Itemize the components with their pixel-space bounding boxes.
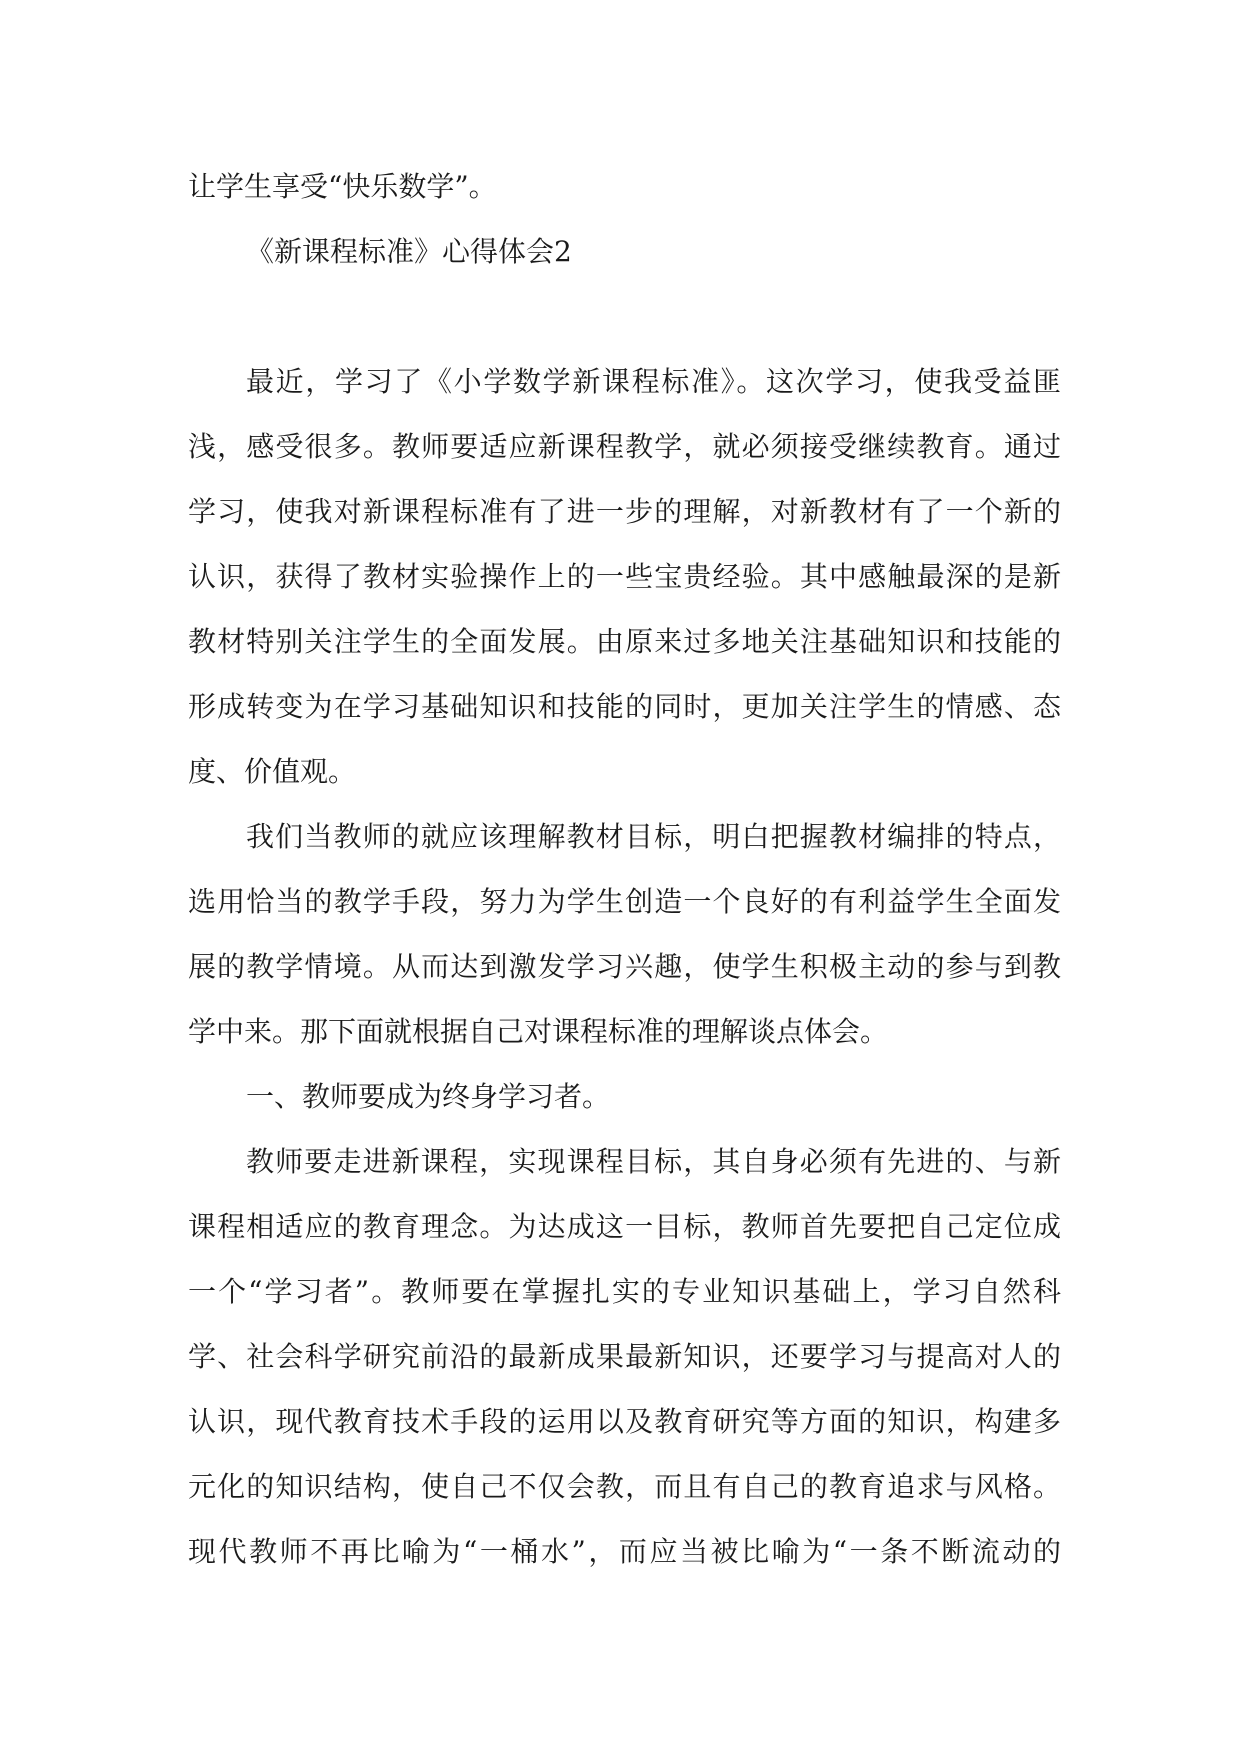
text-line: 教师要走进新课程，实现课程目标，其自身必须有先进的、与新 [246, 1145, 1061, 1178]
text-line: 学中来。那下面就根据自己对课程标准的理解谈点体会。 [188, 1015, 889, 1048]
text-line: 认识，现代教育技术手段的运用以及教育研究等方面的知识，构建多 [188, 1405, 1061, 1438]
text-line: 学、社会科学研究前沿的最新成果最新知识，还要学习与提高对人的 [188, 1340, 1061, 1373]
text-line: 最近，学习了《小学数学新课程标准》。这次学习，使我受益匪 [246, 365, 1061, 398]
text-line: 课程相适应的教育理念。为达成这一目标，教师首先要把自己定位成 [188, 1210, 1061, 1243]
text-line: 展的教学情境。从而达到激发学习兴趣，使学生积极主动的参与到教 [188, 950, 1061, 983]
section-heading: 《新课程标准》心得体会2 [246, 235, 572, 268]
blank-line [188, 284, 1061, 349]
text-line: 元化的知识结构，使自己不仅会教，而且有自己的教育追求与风格。 [188, 1470, 1061, 1503]
text-line: 认识，获得了教材实验操作上的一些宝贵经验。其中感触最深的是新 [188, 560, 1061, 593]
text-line: 浅，感受很多。教师要适应新课程教学，就必须接受继续教育。通过 [188, 430, 1061, 463]
text-line: 教材特别关注学生的全面发展。由原来过多地关注基础知识和技能的 [188, 625, 1061, 658]
text-line: 形成转变为在学习基础知识和技能的同时，更加关注学生的情感、态 [188, 690, 1061, 723]
text-line: 一个“学习者”。教师要在掌握扎实的专业知识基础上，学习自然科 [188, 1275, 1061, 1308]
text-line: 学习，使我对新课程标准有了进一步的理解，对新教材有了一个新的 [188, 495, 1061, 528]
text-line: 选用恰当的教学手段，努力为学生创造一个良好的有利益学生全面发 [188, 885, 1061, 918]
text-line: 度、价值观。 [188, 755, 357, 788]
text-line: 现代教师不再比喻为“一桶水”，而应当被比喻为“一条不断流动的 [188, 1535, 1061, 1568]
document-body [188, 154, 1061, 1584]
text-line: 我们当教师的就应该理解教材目标，明白把握教材编排的特点， [246, 820, 1061, 853]
subheading: 一、教师要成为终身学习者。 [246, 1080, 611, 1113]
text-line: 让学生享受“快乐数学”。 [188, 170, 497, 203]
